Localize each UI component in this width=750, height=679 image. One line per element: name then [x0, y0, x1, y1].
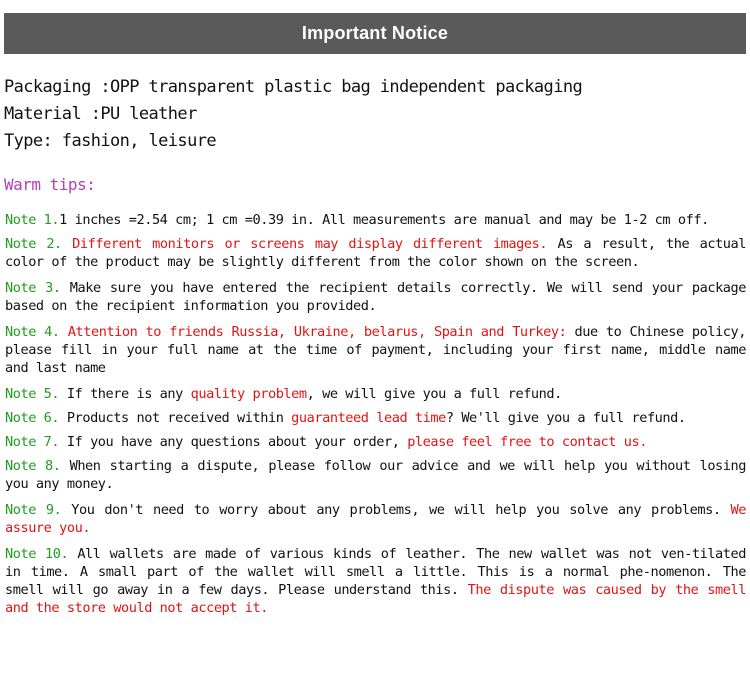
notice-header-bar [4, 13, 746, 54]
note-label: Note 8. [5, 458, 61, 474]
note-label: Note 1. [5, 212, 60, 228]
note-label: Note 9. [5, 502, 62, 518]
notice-title: Important Notice [301, 23, 449, 43]
note-label: Note 2. [5, 236, 62, 252]
note-highlight: Attention to friends Russia, Ukraine, belarus, Spain and Turkey: [59, 324, 567, 340]
note-text: 1 inches =2.54 cm; 1 cm =0.39 in. All measurements are manual and may be 1-2 cm off. [59, 212, 709, 228]
note-label: Note 5. [5, 386, 60, 402]
note-text: As a result, the actual color of the product may be slightly different from the color shown on the screen. [5, 236, 746, 270]
product-specs [4, 74, 746, 155]
note-text: Products not received within [59, 410, 292, 426]
note-1 [5, 208, 746, 233]
note-label: Note 4. [5, 324, 60, 340]
note-10 [5, 545, 746, 617]
note-text: If there is any [59, 386, 191, 402]
note-text: All wallets are made of various kinds of leather. The new wallet was not ven-tilated in time. A small part of the wallet will smell a little. This is a normal phe-nomenon. The smell will go away in a few days. Please understand this. [5, 546, 746, 598]
note-2 [5, 235, 746, 271]
note-4 [5, 323, 746, 377]
note-5 [5, 385, 746, 403]
note-label: Note 6. [5, 410, 60, 426]
note-text: , we will give you a full refund. [306, 386, 562, 402]
note-highlight: guaranteed lead time [291, 410, 446, 426]
note-label: Note 10. [5, 546, 69, 562]
note-highlight: We assure you. [5, 502, 746, 536]
spec-type: Type: fashion, leisure [4, 131, 216, 151]
note-8 [5, 457, 746, 493]
warm-tips-heading: Warm tips: [4, 175, 96, 194]
note-text: Make sure you have entered the recipient details correctly. We will send your package based on the recipient information you provided. [5, 280, 746, 314]
note-label: Note 7. [5, 434, 60, 450]
note-highlight: Different monitors or screens may display different images. [61, 236, 548, 252]
note-text: ? We'll give you a full refund. [445, 410, 686, 426]
note-text: If you have any questions about your order, [59, 434, 408, 450]
note-7 [5, 433, 746, 451]
note-3 [5, 279, 746, 315]
note-text: When starting a dispute, please follow our advice and we will help you without losing you any money. [5, 458, 746, 492]
notes-list [5, 208, 746, 617]
note-highlight: The dispute was caused by the smell and the store would not accept it. [5, 582, 746, 616]
spec-packaging: Packaging :OPP transparent plastic bag independent packaging [4, 77, 583, 97]
spec-material: Material :PU leather [4, 104, 197, 124]
note-highlight: quality problem [190, 386, 307, 402]
note-highlight: please feel free to contact us. [407, 434, 647, 450]
note-text: You don't need to worry about any problems, we will help you solve any problems. [61, 502, 731, 518]
note-label: Note 3. [5, 280, 61, 296]
note-text: due to Chinese policy, please fill in your full name at the time of payment, including your first name, middle name and last name [5, 324, 747, 376]
note-6 [5, 409, 746, 427]
note-9 [5, 501, 746, 537]
